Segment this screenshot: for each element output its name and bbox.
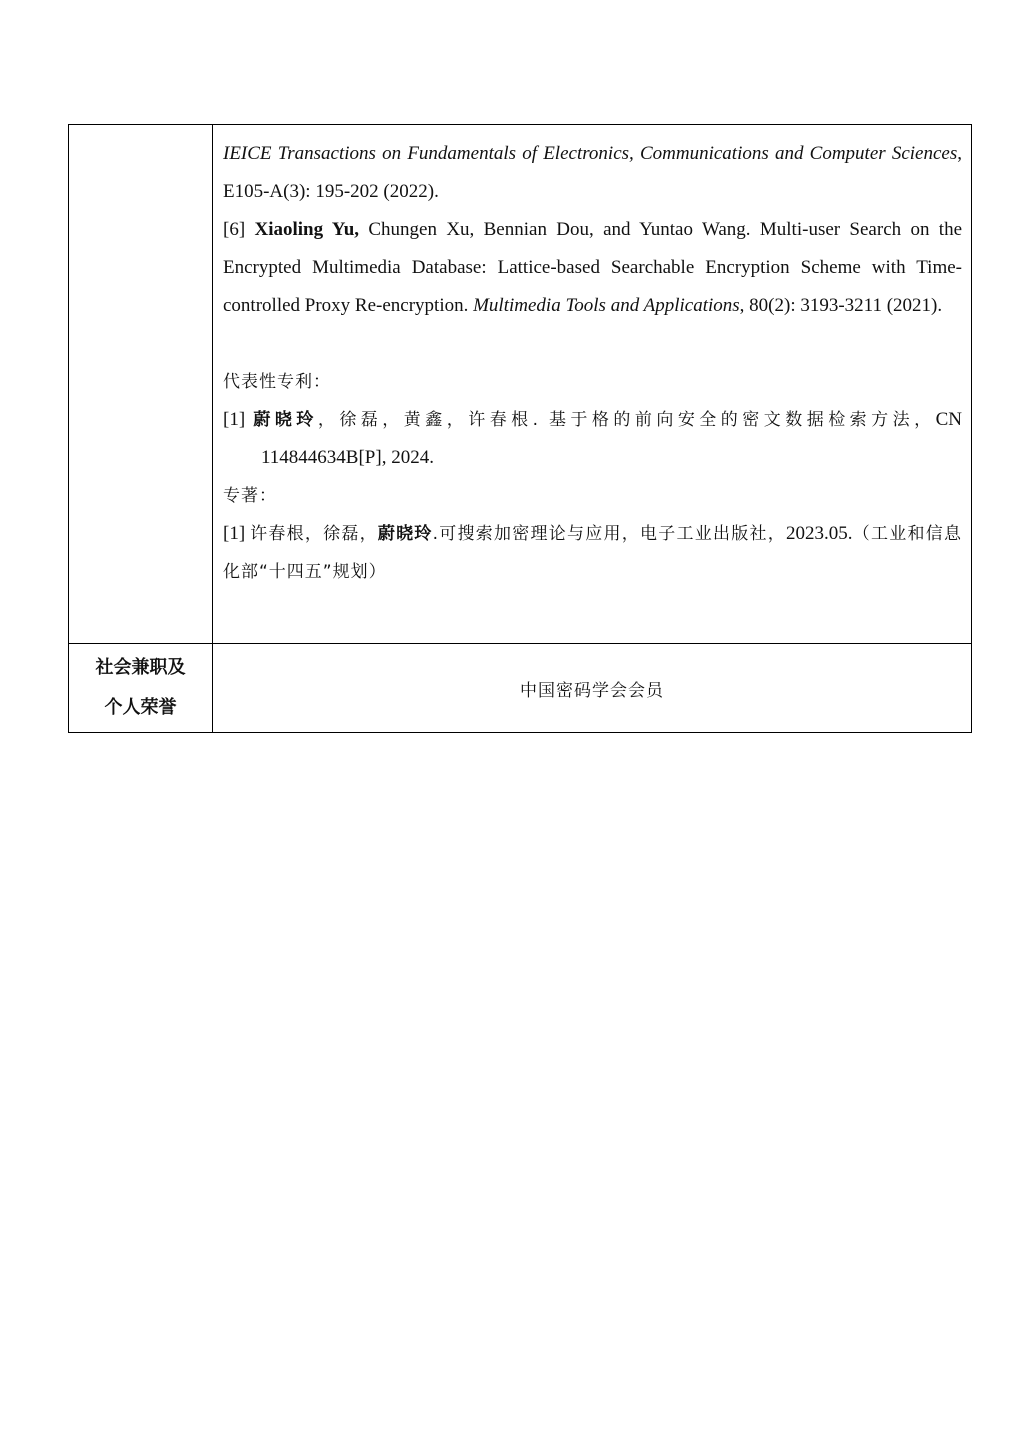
monographs-heading: 专著： xyxy=(223,486,277,506)
monograph-1-title: .可搜索加密理论与应用，电子工业出版社， xyxy=(432,524,787,544)
honors-label-line2: 个人荣誉 xyxy=(104,697,177,718)
reference-5-details: , E105-A(3): 195-202 (2022). xyxy=(223,143,962,202)
patents-heading: 代表性专利： xyxy=(223,372,331,392)
honors-label-cell xyxy=(69,644,213,733)
reference-6-journal: Multimedia Tools and Applications xyxy=(473,295,740,316)
monograph-1 xyxy=(223,515,962,591)
publications-label-cell xyxy=(69,125,213,644)
publications-content-cell xyxy=(213,125,972,644)
monograph-1-index: [1] xyxy=(223,523,251,544)
reference-5 xyxy=(223,135,962,211)
resume-table xyxy=(68,124,972,733)
reference-6 xyxy=(223,211,962,325)
reference-5-journal: IEICE Transactions on Fundamentals of Electronics, Communications and Computer Sciences xyxy=(223,143,958,164)
honors-label-line1: 社会兼职及 xyxy=(95,657,186,678)
monograph-1-date: 2023.05. xyxy=(786,523,853,544)
monograph-1-note: （工业和信息化部“十四五”规划） xyxy=(223,524,963,582)
patent-1-highlight-author: 蔚晓玲 xyxy=(253,410,318,430)
section-spacer xyxy=(223,325,962,363)
patent-1-authors-title: ，徐磊，黄鑫，许春根. 基于格的前向安全的密文数据检索方法， xyxy=(317,410,936,430)
honors-content-cell xyxy=(213,644,972,733)
monograph-1-highlight-author: 蔚晓玲 xyxy=(377,524,433,544)
monograph-1-authors: 许春根，徐磊， xyxy=(250,524,378,544)
patent-1-index: [1] xyxy=(223,409,254,430)
patent-1-number: CN 114844634B[P], 2024. xyxy=(261,409,963,468)
reference-6-authors: Chungen Xu, Bennian Dou, and Yuntao Wang. Multi-user Search on the Encrypted Multimedia Database: Lattice-based Searchable Encryption Scheme with Time-controlled Proxy Re-encryption. xyxy=(223,219,962,316)
reference-6-details: , 80(2): 3193-3211 (2021). xyxy=(739,295,943,316)
honors-row xyxy=(69,644,972,733)
patent-1 xyxy=(223,401,962,477)
reference-6-highlight-author: Xiaoling Yu, xyxy=(254,219,360,240)
publications-row xyxy=(69,125,972,644)
reference-6-index: [6] xyxy=(223,219,255,240)
honors-content: 中国密码学会会员 xyxy=(520,680,664,701)
